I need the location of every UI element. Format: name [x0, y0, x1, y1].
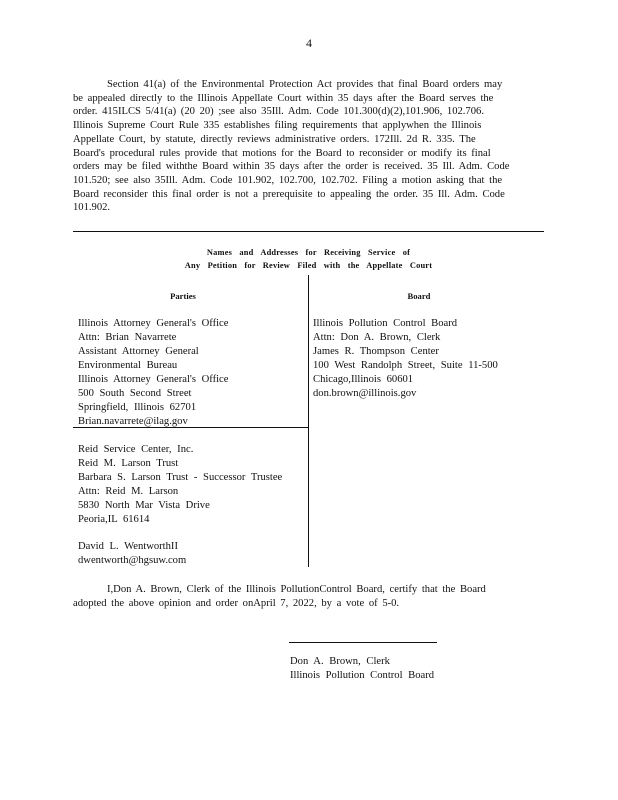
- signer-organization: Illinois Pollution Control Board: [290, 670, 435, 681]
- party-wentworth: [78, 540, 186, 568]
- address-line: Reid M. Larson Trust: [78, 458, 179, 469]
- paragraph-line: Board reconsider this final order is not a prerequisite to appealing the order. 35 Ill. Adm. Code: [73, 188, 505, 200]
- address-line: Illinois Attorney General's Office: [78, 318, 229, 329]
- paragraph-line: Section 41(a) of the Environmental Protection Act provides that final Board orders may: [107, 79, 503, 90]
- paragraph-line: Appellate Court, by statute, directly reviews administrative orders. 172Ill. 2d R. 335. The: [73, 133, 476, 145]
- signature-block: [290, 655, 434, 683]
- address-line: Attn: Don A. Brown, Clerk: [313, 332, 441, 343]
- paragraph-line: Illinois Supreme Court Rule 335 establishes filing requirements that applywhen the Illinois: [73, 120, 482, 132]
- heading-line: Any Petition for Review Filed with the Appellate Court: [184, 261, 433, 270]
- heading-line: Names and Addresses for Receiving Service of: [206, 248, 411, 257]
- party-attorney-general: [78, 317, 228, 429]
- address-line: James R. Thompson Center: [313, 346, 439, 357]
- email-link[interactable]: Brian.navarrete@ilag.gov: [78, 416, 188, 427]
- paragraph-line: 101.520; see also 35Ill. Adm. Code 101.902, 102.700, 102.702. Filing a motion asking that the: [73, 174, 503, 186]
- email-link[interactable]: don.brown@illinois.gov: [313, 388, 417, 399]
- board-column-header: Board: [407, 291, 431, 301]
- paragraph-line: Board's procedural rules provide that motions for the Board to reconsider or modify its final: [73, 147, 491, 159]
- address-line: 100 West Randolph Street, Suite 11-500: [313, 360, 498, 371]
- signer-name: Don A. Brown, Clerk: [290, 656, 390, 667]
- service-table-heading: [73, 246, 544, 272]
- certification-paragraph: [73, 583, 535, 610]
- paragraph-line: orders may be filed withthe Board within 35 days after the order is received. 35 Ill. Adm. Code: [73, 161, 510, 173]
- paragraph-line: be appealed directly to the Illinois Appellate Court within 35 days after the Board serves the: [73, 92, 494, 104]
- appeal-rights-paragraph: [73, 78, 535, 215]
- address-line: 500 South Second Street: [78, 388, 192, 399]
- address-line: David L. WentworthII: [78, 541, 178, 552]
- address-line: Springfield, Illinois 62701: [78, 402, 197, 413]
- address-line: Reid Service Center, Inc.: [78, 444, 194, 455]
- address-line: Assistant Attorney General: [78, 346, 199, 357]
- signature-line: [289, 642, 437, 643]
- paragraph-line: order. 415ILCS 5/41(a) (20 20) ;see also 35Ill. Adm. Code 101.300(d)(2),101.906, 102.706.: [73, 106, 484, 118]
- board-address: [313, 317, 498, 401]
- address-line: 5830 North Mar Vista Drive: [78, 500, 210, 511]
- email-link[interactable]: dwentworth@hgsuw.com: [78, 555, 187, 566]
- address-line: Chicago,Illinois 60601: [313, 374, 414, 385]
- address-line: Barbara S. Larson Trust - Successor Trustee: [78, 472, 283, 483]
- address-line: Illinois Attorney General's Office: [78, 374, 229, 385]
- address-line: Illinois Pollution Control Board: [313, 318, 458, 329]
- address-line: Environmental Bureau: [78, 360, 178, 371]
- address-line: Attn: Reid M. Larson: [78, 486, 179, 497]
- address-line: Attn: Brian Navarrete: [78, 332, 177, 343]
- address-line: Peoria,IL 61614: [78, 514, 150, 525]
- certification-line: adopted the above opinion and order onApril 7, 2022, by a vote of 5-0.: [73, 597, 400, 609]
- column-divider: [308, 275, 309, 567]
- section-divider: [73, 231, 544, 232]
- page-number: 4: [306, 36, 312, 50]
- certification-line: I,Don A. Brown, Clerk of the Illinois PollutionControl Board, certify that the Board: [107, 584, 486, 595]
- paragraph-line: 101.902.: [73, 202, 111, 214]
- parties-column-header: Parties: [170, 291, 196, 301]
- party-reid-service-center: [78, 443, 282, 527]
